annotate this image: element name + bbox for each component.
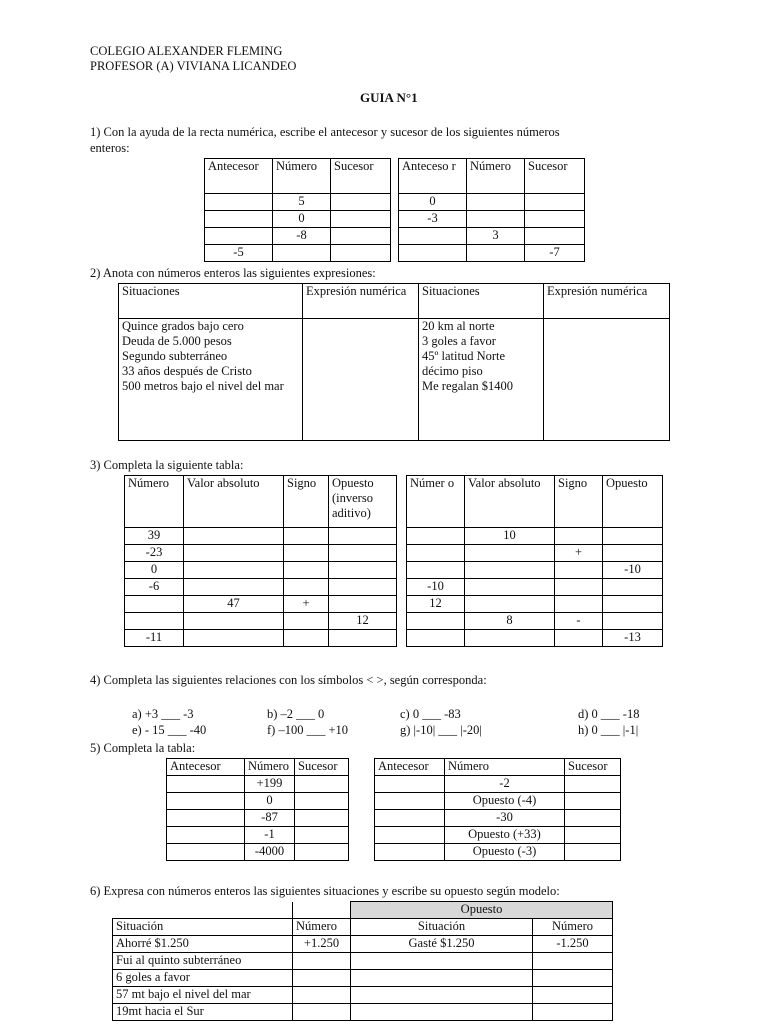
table-row xyxy=(113,987,613,1004)
t1l-head-3: Sucesor xyxy=(331,159,391,194)
t2-head-3: Situaciones xyxy=(419,284,544,319)
table-1-left xyxy=(204,158,391,262)
t5l-cell[interactable] xyxy=(295,827,349,844)
t1r-cell[interactable] xyxy=(467,194,525,211)
table-row xyxy=(167,793,349,810)
table-row xyxy=(113,936,613,953)
section-6-label: 6) Expresa con números enteros las siguientes situaciones y escribe su opuesto según modelo: xyxy=(90,884,560,898)
table-3-left xyxy=(124,475,397,647)
teacher-name: PROFESOR (A) VIVIANA LICANDEO xyxy=(90,59,297,73)
t1r-cell[interactable] xyxy=(399,245,467,262)
t6-head-1: Situación xyxy=(113,919,293,936)
t1r-cell[interactable] xyxy=(525,211,585,228)
t3r-head-2: Valor absoluto xyxy=(465,476,555,528)
table-row xyxy=(375,844,621,861)
section-2-label: 2) Anota con números enteros las siguientes expresiones: xyxy=(90,266,376,280)
relation-e: e) - 15 ___ -40 xyxy=(132,723,207,737)
t3l-cell[interactable] xyxy=(329,579,397,596)
t1l-cell[interactable] xyxy=(331,245,391,262)
t3l-cell[interactable]: -23 xyxy=(125,545,184,562)
t3l-cell[interactable] xyxy=(284,613,329,630)
t1r-head-1: Anteceso r xyxy=(399,159,467,194)
section-5-label: 5) Completa la tabla: xyxy=(90,741,196,755)
table-row xyxy=(125,528,397,545)
table-row xyxy=(113,953,613,970)
t6-head-2: Número xyxy=(293,919,351,936)
t2-head-2: Expresión numérica xyxy=(303,284,419,319)
t5l-cell[interactable]: 0 xyxy=(245,793,295,810)
t5r-cell[interactable] xyxy=(375,844,445,861)
t3l-cell[interactable] xyxy=(329,596,397,613)
t3r-cell[interactable] xyxy=(465,579,555,596)
t5r-cell[interactable] xyxy=(565,844,621,861)
t3r-cell[interactable] xyxy=(555,630,603,647)
t1l-head-1: Antecesor xyxy=(205,159,273,194)
t1l-cell[interactable] xyxy=(331,194,391,211)
t1r-cell[interactable] xyxy=(399,228,467,245)
page-title: GUIA N°1 xyxy=(360,90,418,105)
t1r-cell[interactable]: 3 xyxy=(467,228,525,245)
table-row xyxy=(125,630,397,647)
relation-a: a) +3 ___ -3 xyxy=(132,707,194,721)
t3l-cell[interactable] xyxy=(184,613,284,630)
table-row xyxy=(125,613,397,630)
table-row xyxy=(167,827,349,844)
t5r-cell[interactable]: Opuesto (-3) xyxy=(445,844,565,861)
table-row xyxy=(205,228,391,245)
t6-cell[interactable] xyxy=(351,1004,533,1021)
table-row xyxy=(167,844,349,861)
t3r-cell[interactable] xyxy=(603,528,663,545)
table-row xyxy=(407,596,663,613)
t6-cell[interactable] xyxy=(293,970,351,987)
t3l-cell[interactable]: 12 xyxy=(329,613,397,630)
table-row xyxy=(125,596,397,613)
table-row xyxy=(375,793,621,810)
table-row xyxy=(399,211,585,228)
t1r-cell[interactable]: -7 xyxy=(525,245,585,262)
t3l-cell[interactable] xyxy=(184,545,284,562)
table-row xyxy=(399,228,585,245)
t3r-cell[interactable]: -10 xyxy=(603,562,663,579)
t5l-cell[interactable] xyxy=(167,793,245,810)
t5l-cell[interactable]: -87 xyxy=(245,810,295,827)
t3l-cell[interactable] xyxy=(284,579,329,596)
t3l-cell[interactable]: -6 xyxy=(125,579,184,596)
table-row xyxy=(407,630,663,647)
t5r-cell[interactable]: Opuesto (-4) xyxy=(445,793,565,810)
t3l-cell[interactable] xyxy=(284,545,329,562)
t3l-cell[interactable]: 47 xyxy=(184,596,284,613)
t5l-cell[interactable] xyxy=(295,776,349,793)
table-row xyxy=(407,562,663,579)
t6-cell[interactable] xyxy=(293,987,351,1004)
t3l-cell[interactable] xyxy=(284,562,329,579)
t3r-head-3: Signo xyxy=(555,476,603,528)
t3r-cell[interactable] xyxy=(555,596,603,613)
relation-g: g) |-10| ___ |-20| xyxy=(400,723,482,737)
t3r-cell[interactable]: + xyxy=(555,545,603,562)
table-row xyxy=(167,810,349,827)
table-row xyxy=(407,613,663,630)
table-1-right xyxy=(398,158,585,262)
table-row xyxy=(407,579,663,596)
t5l-head-3: Sucesor xyxy=(295,759,349,776)
t3l-cell[interactable]: 0 xyxy=(125,562,184,579)
table-row xyxy=(113,970,613,987)
t6-cell[interactable] xyxy=(293,1004,351,1021)
t2-left-items: Quince grados bajo cero Deuda de 5.000 pesos Segundo subterráneo 33 años después de Cristo 500 metros bajo el nivel del mar xyxy=(119,319,303,441)
relation-h: h) 0 ___ |-1| xyxy=(578,723,639,737)
t5r-head-1: Antecesor xyxy=(375,759,445,776)
t3r-cell[interactable] xyxy=(407,562,465,579)
t5l-cell[interactable] xyxy=(295,844,349,861)
t5l-head-1: Antecesor xyxy=(167,759,245,776)
table-3-right xyxy=(406,475,663,647)
t1r-head-3: Sucesor xyxy=(525,159,585,194)
table-row xyxy=(125,579,397,596)
t3r-cell[interactable] xyxy=(465,630,555,647)
t2-answer-right[interactable] xyxy=(544,319,670,441)
t6-cell[interactable]: 19mt hacia el Sur xyxy=(113,1004,293,1021)
relation-c: c) 0 ___ -83 xyxy=(400,707,461,721)
t6-cell[interactable]: 6 goles a favor xyxy=(113,970,293,987)
t3l-cell[interactable]: 39 xyxy=(125,528,184,545)
section-1-label: 1) Con la ayuda de la recta numérica, escribe el antecesor y sucesor de los siguientes números xyxy=(90,125,560,139)
t5l-cell[interactable] xyxy=(167,844,245,861)
t3l-cell[interactable] xyxy=(125,596,184,613)
t5r-cell[interactable] xyxy=(375,793,445,810)
t3l-cell[interactable] xyxy=(329,545,397,562)
t6-head-3: Situación xyxy=(351,919,533,936)
t5l-cell[interactable]: +199 xyxy=(245,776,295,793)
t6-cell[interactable] xyxy=(293,953,351,970)
relation-f: f) –100 ___ +10 xyxy=(267,723,348,737)
t1l-cell[interactable]: -8 xyxy=(273,228,331,245)
t3r-cell[interactable]: 10 xyxy=(465,528,555,545)
t3l-cell[interactable] xyxy=(125,613,184,630)
t3r-cell[interactable] xyxy=(465,545,555,562)
t6-cell[interactable] xyxy=(533,1004,613,1021)
t1r-cell[interactable] xyxy=(525,228,585,245)
table-5-left xyxy=(166,758,349,861)
table-2 xyxy=(118,283,670,441)
relation-d: d) 0 ___ -18 xyxy=(578,707,640,721)
t6-cell[interactable] xyxy=(351,953,533,970)
t3r-cell[interactable]: -13 xyxy=(603,630,663,647)
t3r-cell[interactable] xyxy=(465,596,555,613)
t3l-cell[interactable] xyxy=(184,528,284,545)
t3l-head-1: Número xyxy=(125,476,184,528)
table-row xyxy=(375,810,621,827)
t3l-cell[interactable] xyxy=(284,630,329,647)
t6-cell[interactable] xyxy=(533,953,613,970)
t5r-cell[interactable] xyxy=(375,827,445,844)
t6-cell: +1.250 xyxy=(293,936,351,953)
t6-group-header: Opuesto xyxy=(351,902,613,919)
t3l-cell[interactable] xyxy=(184,630,284,647)
t1r-head-2: Número xyxy=(467,159,525,194)
table-row xyxy=(125,545,397,562)
t5r-cell[interactable] xyxy=(565,810,621,827)
t6-head-4: Número xyxy=(533,919,613,936)
t5r-cell[interactable] xyxy=(375,810,445,827)
t3l-cell[interactable] xyxy=(184,579,284,596)
t3l-head-4: Opuesto (inverso aditivo) xyxy=(329,476,397,528)
t1l-cell[interactable]: 0 xyxy=(273,211,331,228)
t3l-cell[interactable] xyxy=(329,528,397,545)
t3l-cell[interactable] xyxy=(329,562,397,579)
t1l-cell[interactable] xyxy=(205,228,273,245)
table-row xyxy=(113,1004,613,1021)
t5l-cell[interactable]: -1 xyxy=(245,827,295,844)
t1l-head-2: Número xyxy=(273,159,331,194)
section-4-label: 4) Completa las siguientes relaciones con los símbolos < >, según corresponda: xyxy=(90,673,487,687)
t3r-cell[interactable]: 8 xyxy=(465,613,555,630)
table-5-right xyxy=(374,758,621,861)
t5l-cell[interactable] xyxy=(167,827,245,844)
table-row xyxy=(205,245,391,262)
t2-head-4: Expresión numérica xyxy=(544,284,670,319)
section-3-label: 3) Completa la siguiente tabla: xyxy=(90,458,244,472)
t2-head-1: Situaciones xyxy=(119,284,303,319)
t3r-cell[interactable] xyxy=(555,528,603,545)
t3r-cell[interactable] xyxy=(603,579,663,596)
t6-cell[interactable]: 57 mt bajo el nivel del mar xyxy=(113,987,293,1004)
t1r-cell[interactable]: 0 xyxy=(399,194,467,211)
t3r-cell[interactable]: - xyxy=(555,613,603,630)
t3r-cell[interactable] xyxy=(555,562,603,579)
t6-cell[interactable] xyxy=(351,970,533,987)
t5r-cell[interactable]: -30 xyxy=(445,810,565,827)
t6-cell[interactable]: Fui al quinto subterráneo xyxy=(113,953,293,970)
t3r-cell[interactable] xyxy=(603,596,663,613)
t1r-cell[interactable]: -3 xyxy=(399,211,467,228)
t3l-cell[interactable] xyxy=(284,528,329,545)
t5l-cell[interactable] xyxy=(167,776,245,793)
table-row xyxy=(399,245,585,262)
school-name: COLEGIO ALEXANDER FLEMING xyxy=(90,44,283,58)
t5l-cell[interactable]: -4000 xyxy=(245,844,295,861)
t3r-cell[interactable] xyxy=(603,613,663,630)
t3l-head-3: Signo xyxy=(284,476,329,528)
t6-cell: -1.250 xyxy=(533,936,613,953)
t5r-cell[interactable]: Opuesto (+33) xyxy=(445,827,565,844)
t1l-cell[interactable] xyxy=(273,245,331,262)
t5l-cell[interactable] xyxy=(295,793,349,810)
t5l-cell[interactable] xyxy=(295,810,349,827)
t5r-cell[interactable] xyxy=(565,776,621,793)
t5r-cell[interactable]: -2 xyxy=(445,776,565,793)
t3r-cell[interactable] xyxy=(407,528,465,545)
t3r-cell[interactable] xyxy=(465,562,555,579)
table-row xyxy=(407,528,663,545)
t1l-cell[interactable]: 5 xyxy=(273,194,331,211)
t3r-cell[interactable]: 12 xyxy=(407,596,465,613)
t3l-cell[interactable]: -11 xyxy=(125,630,184,647)
t3r-head-1: Númer o xyxy=(407,476,465,528)
t5r-cell[interactable] xyxy=(565,793,621,810)
t5r-cell[interactable] xyxy=(565,827,621,844)
t1l-cell[interactable] xyxy=(205,211,273,228)
t6-cell[interactable] xyxy=(533,970,613,987)
t5r-head-2: Número xyxy=(445,759,565,776)
t3r-head-4: Opuesto xyxy=(603,476,663,528)
table-row xyxy=(167,776,349,793)
t3r-cell[interactable] xyxy=(603,545,663,562)
section-1-label-cont: enteros: xyxy=(90,141,130,155)
t6-cell[interactable] xyxy=(533,987,613,1004)
t3r-cell[interactable] xyxy=(555,579,603,596)
relation-b: b) –2 ___ 0 xyxy=(267,707,325,721)
table-row xyxy=(125,562,397,579)
table-row xyxy=(407,545,663,562)
t2-right-items: 20 km al norte 3 goles a favor 45º latitud Norte décimo piso Me regalan $1400 xyxy=(419,319,544,441)
t2-answer-left[interactable] xyxy=(303,319,419,441)
t3l-cell[interactable]: + xyxy=(284,596,329,613)
t6-cell: Ahorré $1.250 xyxy=(113,936,293,953)
t1l-cell[interactable] xyxy=(331,211,391,228)
t3r-cell[interactable] xyxy=(407,630,465,647)
table-row xyxy=(375,827,621,844)
t5r-head-3: Sucesor xyxy=(565,759,621,776)
table-6 xyxy=(112,901,613,1021)
t3l-cell[interactable] xyxy=(184,562,284,579)
table-row xyxy=(205,194,391,211)
t1r-cell[interactable] xyxy=(525,194,585,211)
t6-cell: Gasté $1.250 xyxy=(351,936,533,953)
t3r-cell[interactable]: -10 xyxy=(407,579,465,596)
t5r-cell[interactable] xyxy=(375,776,445,793)
t5l-head-2: Número xyxy=(245,759,295,776)
t1r-cell[interactable] xyxy=(467,245,525,262)
t5l-cell[interactable] xyxy=(167,810,245,827)
t3l-cell[interactable] xyxy=(329,630,397,647)
table-row xyxy=(399,194,585,211)
t3r-cell[interactable] xyxy=(407,613,465,630)
t6-cell[interactable] xyxy=(351,987,533,1004)
t1l-cell[interactable] xyxy=(205,194,273,211)
t3l-head-2: Valor absoluto xyxy=(184,476,284,528)
table-row xyxy=(205,211,391,228)
t1l-cell[interactable] xyxy=(331,228,391,245)
t3r-cell[interactable] xyxy=(407,545,465,562)
t1r-cell[interactable] xyxy=(467,211,525,228)
table-row xyxy=(375,776,621,793)
t1l-cell[interactable]: -5 xyxy=(205,245,273,262)
